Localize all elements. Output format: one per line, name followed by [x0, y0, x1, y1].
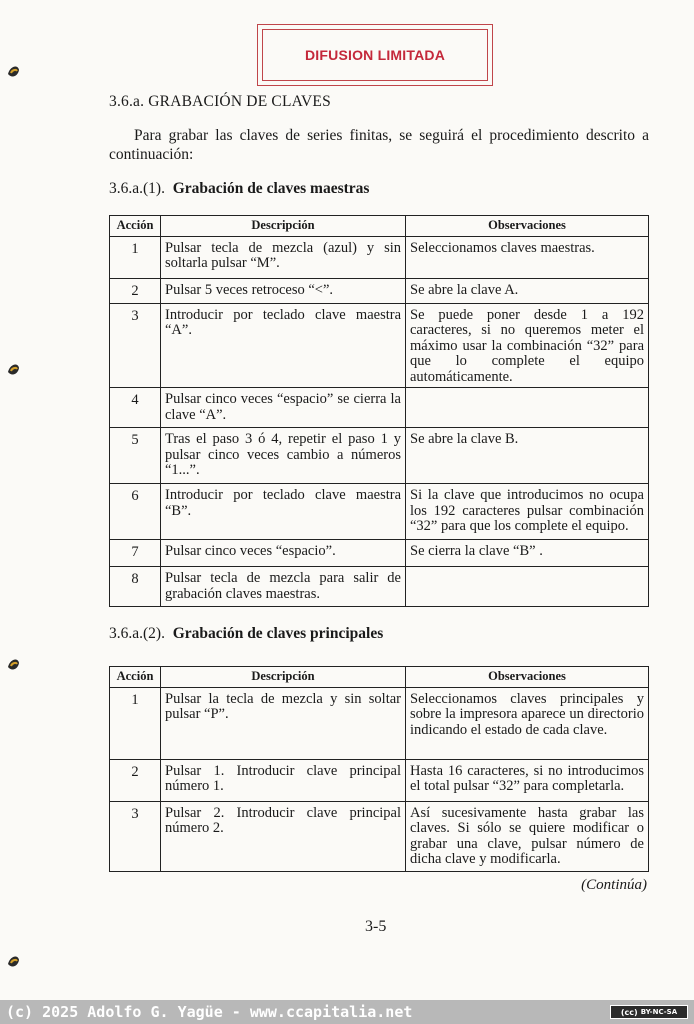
- table-row: [110, 388, 649, 428]
- header-accion: Acción: [110, 667, 161, 688]
- step-observation: Así sucesivamente hasta grabar las claves. Si sólo se quiere modificar o grabar una clave, pulsar número de dicha clave y modificarla.: [406, 801, 649, 871]
- stamp-inner-border: [262, 29, 488, 81]
- step-description: Pulsar 5 veces retroceso “<”.: [161, 278, 406, 303]
- table-row: [110, 687, 649, 759]
- table-row: [110, 801, 649, 871]
- step-observation: [406, 388, 649, 428]
- step-observation: Se puede poner desde 1 a 192 caracteres, si no queremos meter el máximo usar la combinación “32” para que lo complete el equipo automáticamente.: [406, 303, 649, 388]
- binder-hole-icon: [6, 655, 20, 673]
- header-descripcion: Descripción: [161, 216, 406, 237]
- master-keys-table: [109, 215, 649, 607]
- subsection-heading-masters: [109, 180, 369, 198]
- step-observation: Se abre la clave B.: [406, 428, 649, 484]
- continues-note: (Continúa): [581, 877, 647, 893]
- binder-hole-icon: [6, 62, 20, 80]
- table-header-row: [110, 667, 649, 688]
- table-header-row: [110, 216, 649, 237]
- step-number: 8: [110, 567, 161, 607]
- step-number: 2: [110, 759, 161, 801]
- step-observation: Hasta 16 caracteres, si no introducimos el total pulsar “32” para completarla.: [406, 759, 649, 801]
- table-row: [110, 303, 649, 388]
- cc-license-badge: [610, 1005, 688, 1019]
- step-number: 6: [110, 484, 161, 540]
- intro-paragraph: [109, 126, 649, 164]
- intro-text: Para grabar las claves de series finitas, se seguirá el procedimiento descrito a continuación:: [109, 127, 649, 163]
- header-observaciones: Observaciones: [406, 667, 649, 688]
- section-heading: 3.6.a. GRABACIÓN DE CLAVES: [109, 93, 331, 110]
- subsection-heading-principals: [109, 625, 383, 643]
- binder-hole-icon: [6, 360, 20, 378]
- step-number: 1: [110, 687, 161, 759]
- subsection-title: Grabación de claves principales: [172, 625, 384, 642]
- cc-logo-icon: (cc): [620, 1007, 638, 1017]
- step-description: Pulsar tecla de mezcla para salir de grabación claves maestras.: [161, 567, 406, 607]
- step-number: 2: [110, 278, 161, 303]
- subsection-number: 3.6.a.(2).: [109, 625, 165, 642]
- stamp-text: DIFUSION LIMITADA: [304, 47, 446, 63]
- header-descripcion: Descripción: [161, 667, 406, 688]
- step-observation: Si la clave que introducimos no ocupa los 192 caracteres pulsar combinación “32” para que los complete el equipo.: [406, 484, 649, 540]
- step-number: 3: [110, 801, 161, 871]
- table-row: [110, 428, 649, 484]
- step-description: Introducir por teclado clave maestra “B”.: [161, 484, 406, 540]
- step-description: Pulsar cinco veces “espacio” se cierra la clave “A”.: [161, 388, 406, 428]
- table-row: [110, 540, 649, 567]
- step-number: 4: [110, 388, 161, 428]
- step-description: Pulsar cinco veces “espacio”.: [161, 540, 406, 567]
- subsection-number: 3.6.a.(1).: [109, 180, 165, 197]
- step-description: Tras el paso 3 ó 4, repetir el paso 1 y pulsar cinco veces cambio a números “1...”.: [161, 428, 406, 484]
- step-number: 1: [110, 236, 161, 278]
- header-accion: Acción: [110, 216, 161, 237]
- step-description: Pulsar 1. Introducir clave principal número 1.: [161, 759, 406, 801]
- copyright-text: (c) 2025 Adolfo G. Yagüe - www.ccapitalia.net: [6, 1003, 413, 1021]
- subsection-title: Grabación de claves maestras: [172, 180, 370, 197]
- step-number: 7: [110, 540, 161, 567]
- table-row: [110, 278, 649, 303]
- step-description: Pulsar la tecla de mezcla y sin soltar pulsar “P”.: [161, 687, 406, 759]
- table-row: [110, 236, 649, 278]
- license-text: BY-NC-SA: [640, 1008, 678, 1016]
- header-observaciones: Observaciones: [406, 216, 649, 237]
- table-row: [110, 567, 649, 607]
- step-observation: [406, 567, 649, 607]
- table-row: [110, 484, 649, 540]
- step-description: Pulsar 2. Introducir clave principal número 2.: [161, 801, 406, 871]
- copyright-bar: [0, 1000, 694, 1024]
- step-observation: Seleccionamos claves principales y sobre la impresora aparece un directorio indicando el estado de cada clave.: [406, 687, 649, 759]
- step-observation: Se abre la clave A.: [406, 278, 649, 303]
- step-observation: Se cierra la clave “B” .: [406, 540, 649, 567]
- distribution-stamp: [257, 24, 493, 86]
- table-row: [110, 759, 649, 801]
- step-description: Pulsar tecla de mezcla (azul) y sin soltarla pulsar “M”.: [161, 236, 406, 278]
- step-observation: Seleccionamos claves maestras.: [406, 236, 649, 278]
- step-description: Introducir por teclado clave maestra “A”.: [161, 303, 406, 388]
- binder-hole-icon: [6, 952, 20, 970]
- page-number: 3-5: [365, 918, 387, 935]
- principal-keys-table: [109, 666, 649, 872]
- step-number: 3: [110, 303, 161, 388]
- step-number: 5: [110, 428, 161, 484]
